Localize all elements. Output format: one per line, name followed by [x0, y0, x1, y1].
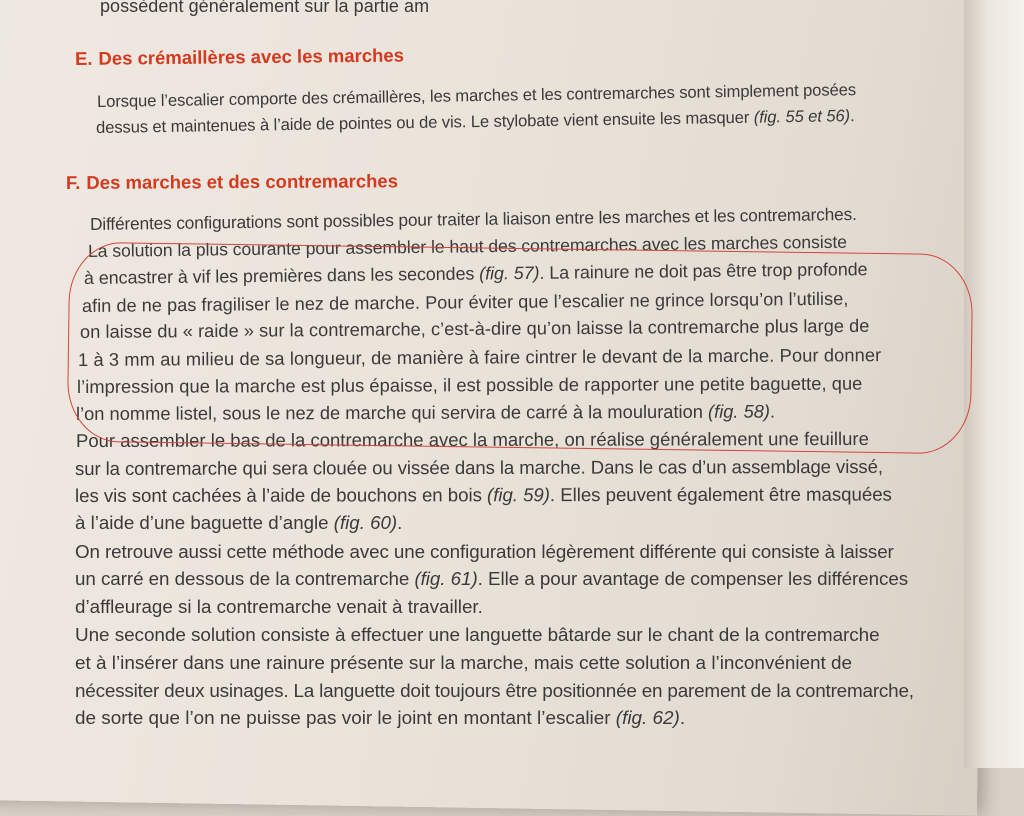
line-text-after: .	[769, 400, 776, 422]
section-e-title: Des crémaillères avec les marches	[98, 44, 405, 69]
figure-reference: (fig. 59)	[486, 484, 550, 506]
line-text: Lorsque l’escalier comporte des crémaillères, les marches et les contremarches sont simplement posées	[96, 80, 857, 111]
text-line	[75, 708, 685, 730]
text-line	[84, 259, 868, 289]
line-text: d’affleurage si la contremarche venait à travailler.	[75, 596, 483, 617]
text-line	[75, 512, 402, 534]
line-text: sur la contremarche qui sera clouée ou vissée dans la marche. Dans le cas d’un assemblage vissé,	[74, 455, 883, 479]
text-line	[80, 316, 870, 343]
text-line	[90, 204, 857, 235]
line-text: un carré en dessous de la contremarche	[75, 568, 415, 589]
section-f-letter: F.	[65, 171, 81, 193]
text-line	[88, 232, 847, 262]
line-text-after: .	[397, 512, 403, 533]
text-line	[96, 106, 855, 138]
text-line	[75, 456, 883, 480]
line-text: La solution la plus courante pour assembler le haut des contremarches avec les marches consiste	[87, 231, 848, 261]
top-cut-line: possèdent généralement sur la partie am	[100, 0, 430, 16]
line-text-after: . Elles peuvent également être masquées	[549, 483, 892, 506]
line-text: on laisse du « raide » sur la contremarche, c’est-à-dire qu’on laisse la contremarche plus large de	[79, 315, 870, 342]
line-text: afin de ne pas fragiliser le nez de marche. Pour éviter que l’escalier ne grince lorsqu’on l’utilise,	[81, 288, 849, 316]
section-e-heading	[75, 45, 404, 70]
section-f-title: Des marches et des contremarches	[86, 170, 399, 193]
line-text: nécessiter deux usinages. La languette doit toujours être positionnée en parement de la contremarche,	[75, 681, 914, 702]
line-text-after: .	[849, 106, 855, 126]
figure-reference: (fig. 57)	[479, 262, 540, 284]
text-line	[78, 344, 881, 371]
text-line	[77, 373, 862, 398]
text-line	[76, 428, 869, 452]
line-text: Différentes configurations sont possibles pour traiter la liaison entre les marches et les contremarches.	[89, 203, 857, 234]
line-text: 1 à 3 mm au milieu de sa longueur, de manière à faire cintrer le devant de la marche. Pour donner	[77, 344, 882, 370]
text-line	[75, 653, 852, 675]
text-line	[75, 681, 914, 703]
figure-reference: (fig. 58)	[707, 400, 771, 422]
line-text: Pour assembler le bas de la contremarche avec la marche, on réalise généralement une feuillure	[75, 427, 869, 451]
text-line	[75, 625, 880, 647]
line-text: et à l’insérer dans une rainure présente sur la marche, mais cette solution a l’inconvénient de	[75, 653, 853, 674]
text-line	[75, 484, 892, 507]
line-text: de sorte que l’on ne puisse pas voir le joint en montant l’escalier	[75, 708, 616, 729]
line-text: On retrouve aussi cette méthode avec une configuration légèrement différente qui consiste à laisser	[75, 541, 894, 562]
line-text-after: .	[679, 708, 686, 729]
line-text: à l’aide d’une baguette d’angle	[75, 512, 334, 533]
text-line	[75, 541, 894, 563]
line-text: l’on nomme listel, sous le nez de marche qui servira de carré à la mouluration	[75, 400, 709, 424]
text-line	[75, 568, 908, 590]
line-text: Une seconde solution consiste à effectuer une languette bâtarde sur le chant de la contremarche	[75, 625, 880, 646]
figure-reference: (fig. 60)	[333, 512, 398, 533]
line-text-after: . Elle a pour avantage de compenser les différences	[477, 568, 909, 589]
line-text: dessus et maintenues à l’aide de pointes ou de vis. Le stylobate vient ensuite les masquer	[95, 107, 754, 137]
figure-reference: (fig. 55 et 56)	[753, 106, 851, 127]
figure-reference: (fig. 61)	[414, 568, 478, 589]
section-f-heading	[66, 170, 398, 194]
line-text-after: . La rainure ne doit pas être trop profonde	[539, 259, 868, 283]
line-text: les vis sont cachées à l’aide de bouchons en bois	[74, 484, 488, 506]
figure-reference: (fig. 62)	[615, 708, 680, 729]
text-line	[76, 401, 775, 425]
line-text: l’impression que la marche est plus épaisse, il est possible de rapporter une petite baguette, que	[76, 372, 863, 397]
section-e-letter: E.	[74, 47, 93, 69]
text-line	[82, 289, 849, 317]
text-line	[75, 596, 483, 618]
line-text: à encastrer à vif les premières dans les secondes	[83, 263, 480, 288]
